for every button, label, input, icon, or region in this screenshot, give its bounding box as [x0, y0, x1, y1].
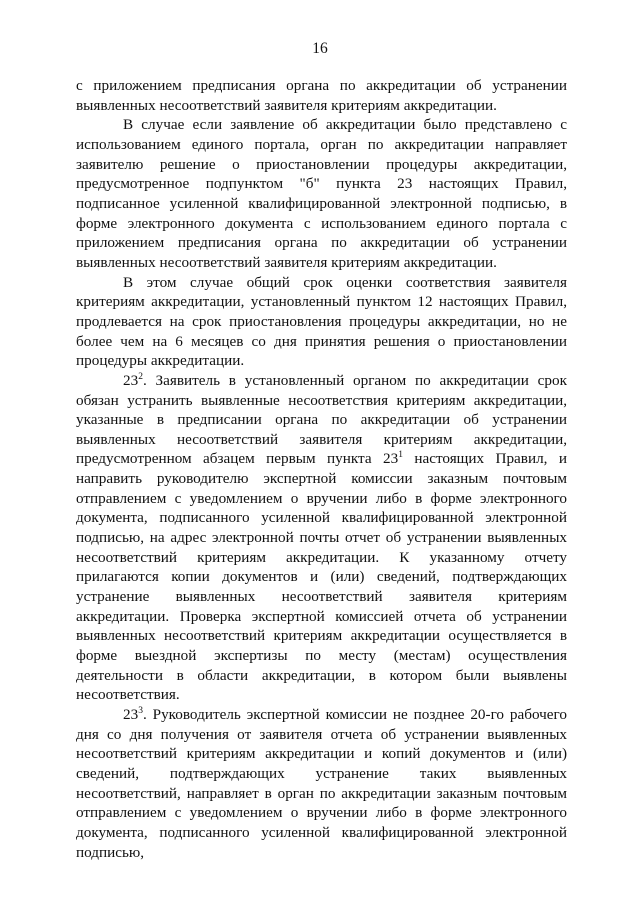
page-number: 16 [312, 40, 328, 57]
clause-text: . Заявитель в установленный органом по аккредитации срок обязан устранить выявленные несоответствия критериям аккредитации, указанные в предписании органа по аккредитации об устранении выявленных несоответствий заявителя критериям аккредитации, предусмотренном абзацем первым пункта 23 [76, 371, 567, 468]
clause-superscript: 3 [138, 706, 143, 716]
paragraph-23-2 [76, 371, 567, 705]
clause-superscript: 2 [138, 371, 143, 382]
paragraph-term-extension: В этом случае общий срок оценки соответствия заявителя критериям аккредитации, установленный пунктом 12 настоящих Правил, продлевается на срок приостановления процедуры аккредитации, но не более чем на 6 месяцев со дня принятия решения о приостановлении процедуры аккредитации. [76, 273, 567, 370]
paragraph-single-portal: В случае если заявление об аккредитации было представлено с использованием единого портала, орган по аккредитации направляет заявителю решение о приостановлении процедуры аккредитации, предусмотренное подпунктом "б" пункта 23 настоящих Правил, подписанное усиленной квалифицированной электронной подписью, в форме электронного документа с использованием единого портала с приложением предписания органа по аккредитации об устранении выявленных несоответствий заявителя критериям аккредитации. [76, 116, 567, 271]
clause-number: 23 [123, 371, 139, 389]
paragraph-continuation: с приложением предписания органа по аккредитации об устранении выявленных несоответствий заявителя критериям аккредитации. [76, 77, 567, 114]
clause-text: . Руководитель экспертной комиссии не позднее 20-го рабочего дня со дня получения от заявителя отчета об устранении выявленных несоответствий критериям аккредитации и копий документов и (или) сведений, подтверждающих устранение таких выявленных несоответствий, направляет в орган по аккредитации заказным почтовым отправлением с уведомлением о вручении либо в форме электронного документа, подписанного усиленной квалифицированной электронной подписью, [76, 706, 567, 861]
clause-number: 23 [123, 706, 139, 723]
clause-text-continued: настоящих Правил, и направить руководителю экспертной комиссии заказным почтовым отправлением с уведомлением о вручении либо в форме электронного документа, подписанного усиленной квалифицированной электронной подписью, на адрес электронной почты отчет об устранении выявленных несоответствий критериям аккредитации. К указанному отчету прилагаются копии документов и (или) сведений, подтверждающих устранение выявленных несоответствий заявителя критериям аккредитации. Проверка экспертной комиссией отчета об устранении выявленных несоответствий критериям аккредитации осуществляется в форме выездной экспертизы по месту (местам) осуществления деятельности в области аккредитации, в котором были выявлены несоответствия. [76, 450, 568, 704]
paragraph-23-3 [76, 705, 567, 862]
document-body [76, 76, 567, 862]
reference-superscript: 1 [398, 450, 403, 461]
